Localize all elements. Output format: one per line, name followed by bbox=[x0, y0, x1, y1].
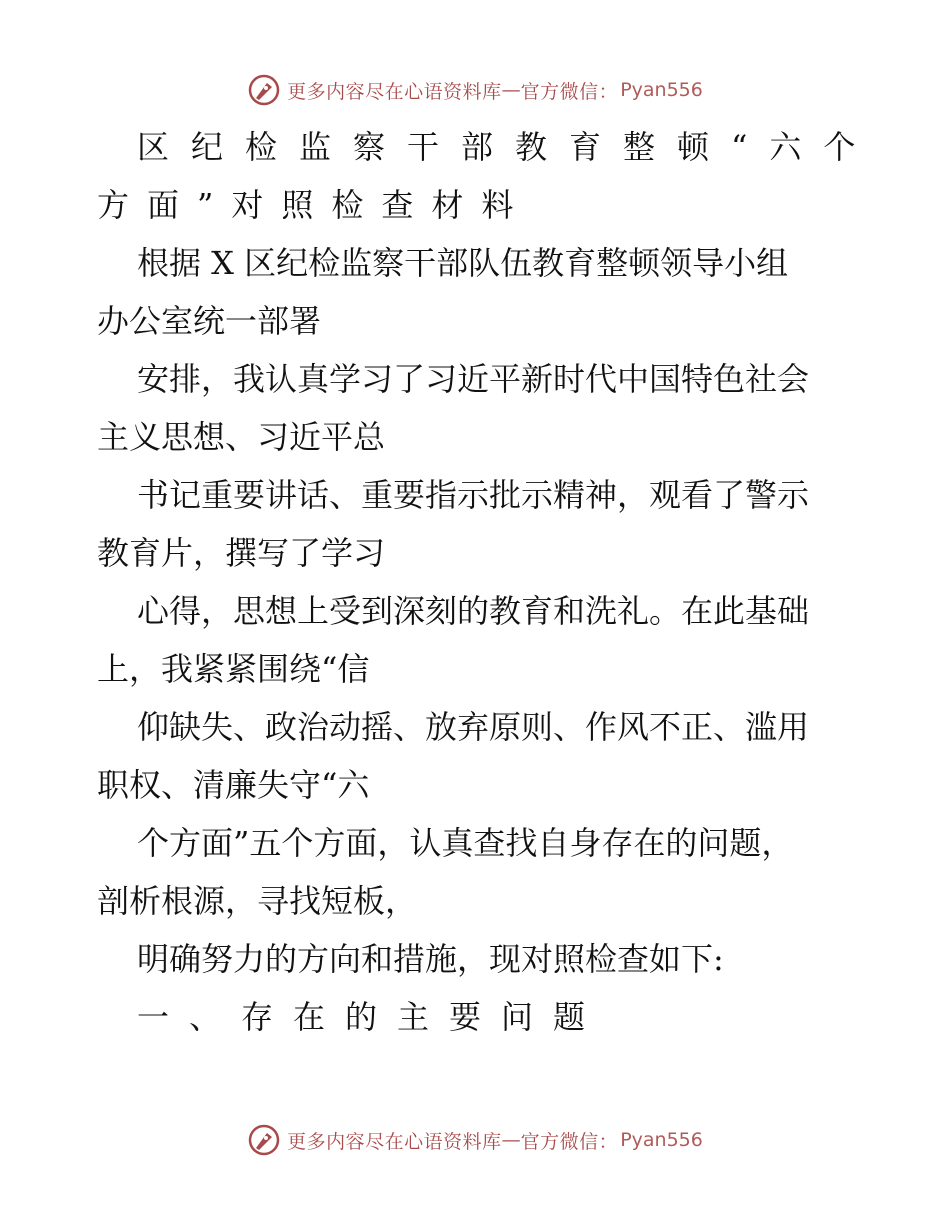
pen-nib-circle-logo-icon bbox=[247, 1123, 281, 1157]
paragraph-line: 心得，思想上受到深刻的教育和洗礼。在此基础 bbox=[137, 592, 810, 630]
paragraph-line: 明确努力的方向和措施，现对照检查如下: bbox=[137, 940, 724, 978]
paragraph-line: 主义思想、习近平总 bbox=[97, 418, 386, 456]
banner-wechat-id: Pyan556 bbox=[620, 1129, 703, 1151]
document-title-line-2: 方面”对照检查材料 bbox=[97, 186, 532, 224]
paragraph-line: 教育片，撰写了学习 bbox=[97, 534, 386, 572]
pen-nib-circle-logo-icon bbox=[247, 73, 281, 107]
footer-banner bbox=[0, 1120, 950, 1160]
document-title-line-1: 区纪检监察干部教育整顿“六个 bbox=[137, 128, 878, 166]
paragraph-line: 安排，我认真学习了习近平新时代中国特色社会 bbox=[137, 360, 810, 398]
paragraph-line: 个方面”五个方面，认真查找自身存在的问题， bbox=[137, 824, 794, 862]
paragraph-line: 办公室统一部署 bbox=[97, 302, 322, 340]
header-banner bbox=[0, 70, 950, 110]
document-body bbox=[97, 118, 878, 1046]
banner-wechat-label: 官方微信： bbox=[520, 1130, 619, 1153]
paragraph-line: 根据 X 区纪检监察干部队伍教育整顿领导小组 bbox=[137, 244, 789, 282]
banner-title: 更多内容尽在心语资料库 bbox=[287, 80, 502, 103]
banner-wechat-id: Pyan556 bbox=[620, 79, 703, 101]
section-heading: 一、存在的主要问题 bbox=[137, 998, 606, 1036]
banner-dash: — bbox=[501, 79, 521, 101]
paragraph-line: 剖析根源，寻找短板， bbox=[97, 882, 418, 920]
paragraph-line: 职权、清廉失守“六 bbox=[97, 766, 370, 804]
paragraph-line: 书记重要讲话、重要指示批示精神，观看了警示 bbox=[137, 476, 810, 514]
paragraph-line: 上，我紧紧围绕“信 bbox=[97, 650, 370, 688]
banner-wechat-label: 官方微信： bbox=[520, 80, 619, 103]
paragraph-line: 仰缺失、政治动摇、放弃原则、作风不正、滥用 bbox=[137, 708, 810, 746]
banner-dash: — bbox=[501, 1129, 521, 1151]
banner-title: 更多内容尽在心语资料库 bbox=[287, 1130, 502, 1153]
